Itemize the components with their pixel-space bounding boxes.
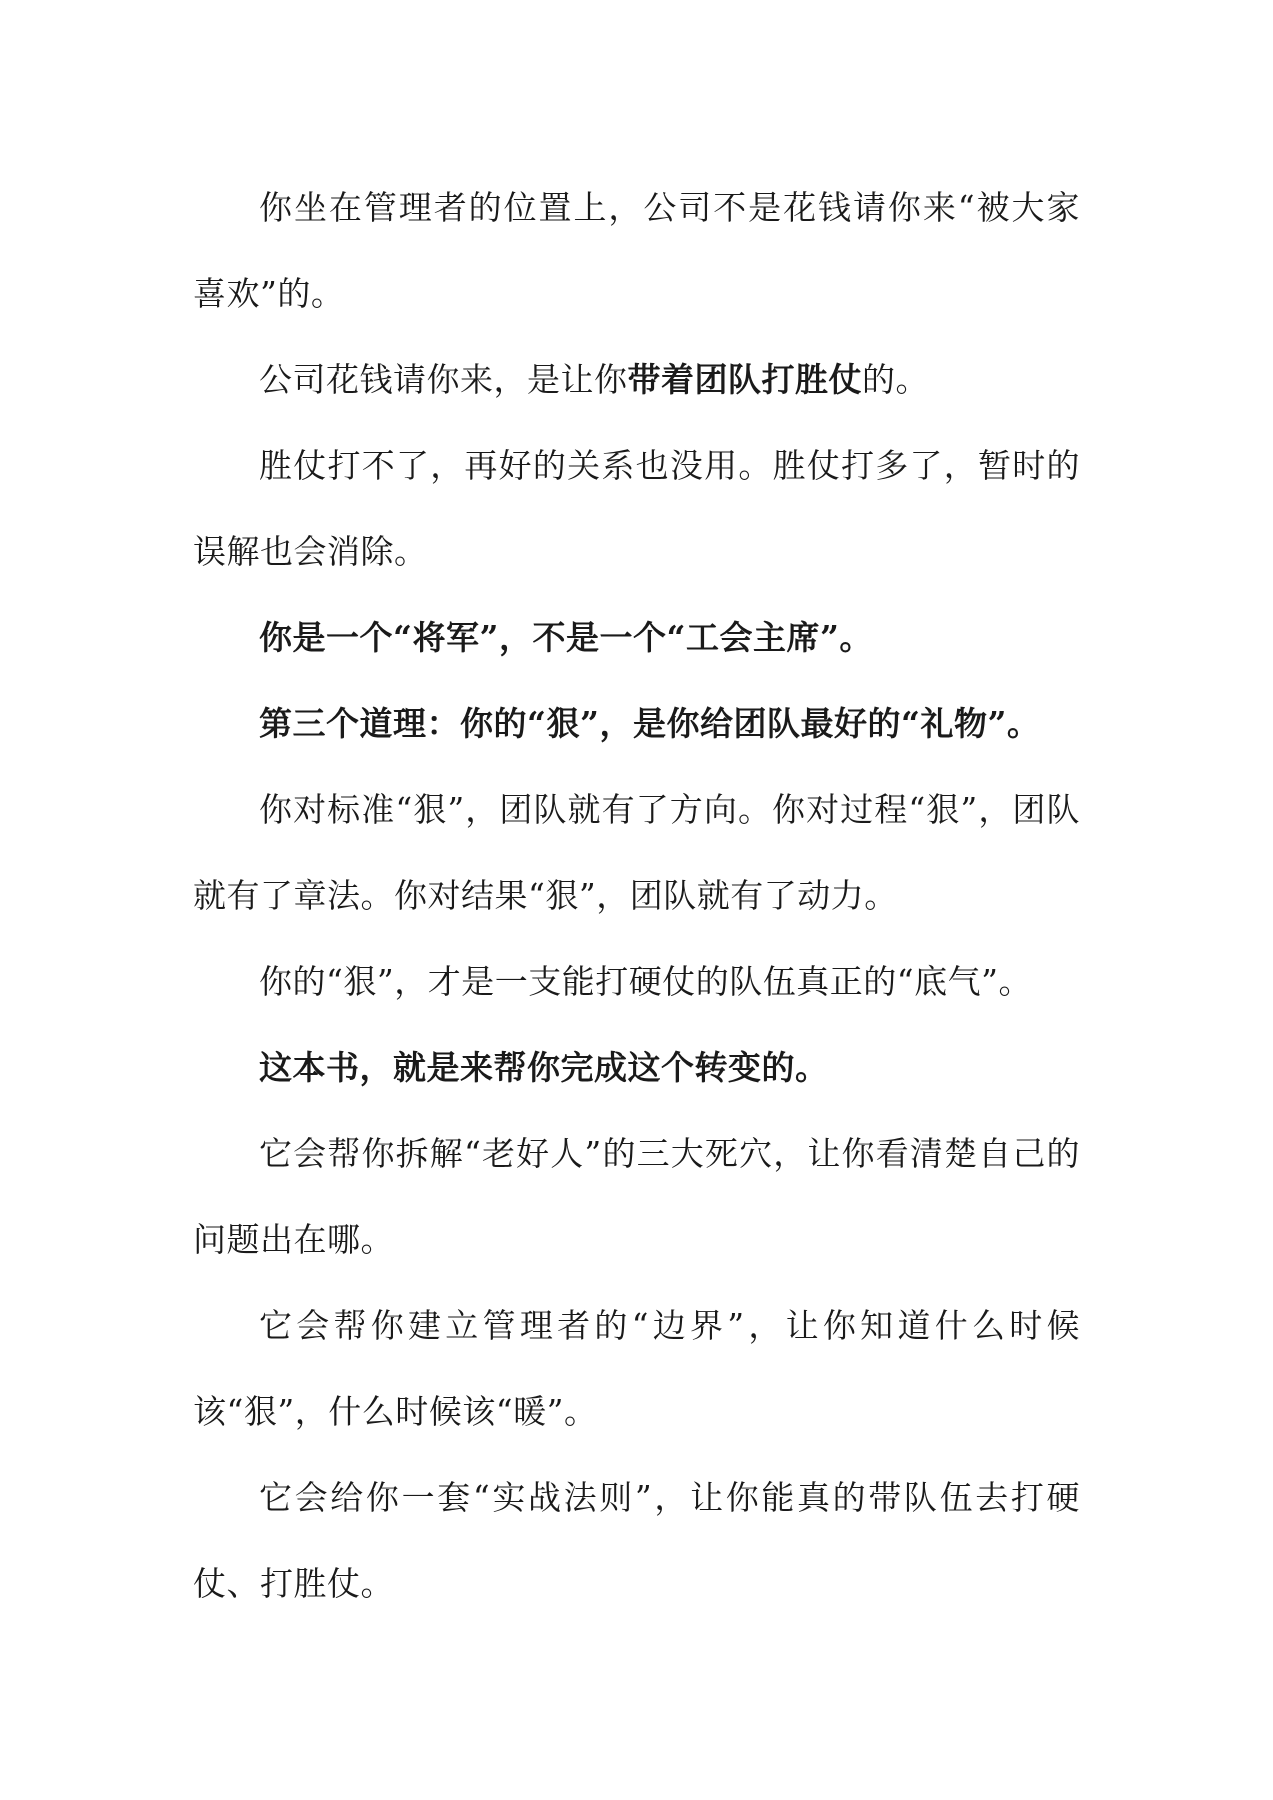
paragraph-9: 它会帮你拆解“老好人”的三大死穴，让你看清楚自己的问题出在哪。 bbox=[193, 1134, 1080, 1259]
paragraph-7: 你的“狠”，才是一支能打硬仗的队伍真正的“底气”。 bbox=[259, 962, 1032, 1001]
paragraph-8-bold: 这本书，就是来帮你完成这个转变的。 bbox=[259, 1048, 829, 1087]
paragraph-11: 它会给你一套“实战法则”，让你能真的带队伍去打硬仗、打胜仗。 bbox=[193, 1478, 1080, 1603]
paragraph-2-lead: 公司花钱请你来，是让你 bbox=[259, 360, 628, 399]
paragraph-6: 你对标准“狠”，团队就有了方向。你对过程“狠”，团队就有了章法。你对结果“狠”，团队就有了动力。 bbox=[193, 790, 1080, 915]
body-text bbox=[193, 165, 1080, 1627]
paragraph-3: 胜仗打不了，再好的关系也没用。胜仗打多了，暂时的误解也会消除。 bbox=[193, 446, 1080, 571]
paragraph-2-tail: 的。 bbox=[862, 360, 929, 399]
paragraph-1: 你坐在管理者的位置上，公司不是花钱请你来“被大家喜欢”的。 bbox=[193, 188, 1080, 313]
paragraph-2 bbox=[193, 337, 1080, 423]
paragraph-5-heading: 第三个道理：你的“狠”，是你给团队最好的“礼物”。 bbox=[259, 704, 1041, 743]
paragraph-10: 它会帮你建立管理者的“边界”，让你知道什么时候该“狠”，什么时候该“暖”。 bbox=[193, 1306, 1080, 1431]
paragraph-2-emphasis: 带着团队打胜仗 bbox=[627, 360, 862, 399]
paragraph-4-bold: 你是一个“将军”，不是一个“工会主席”。 bbox=[259, 618, 873, 657]
